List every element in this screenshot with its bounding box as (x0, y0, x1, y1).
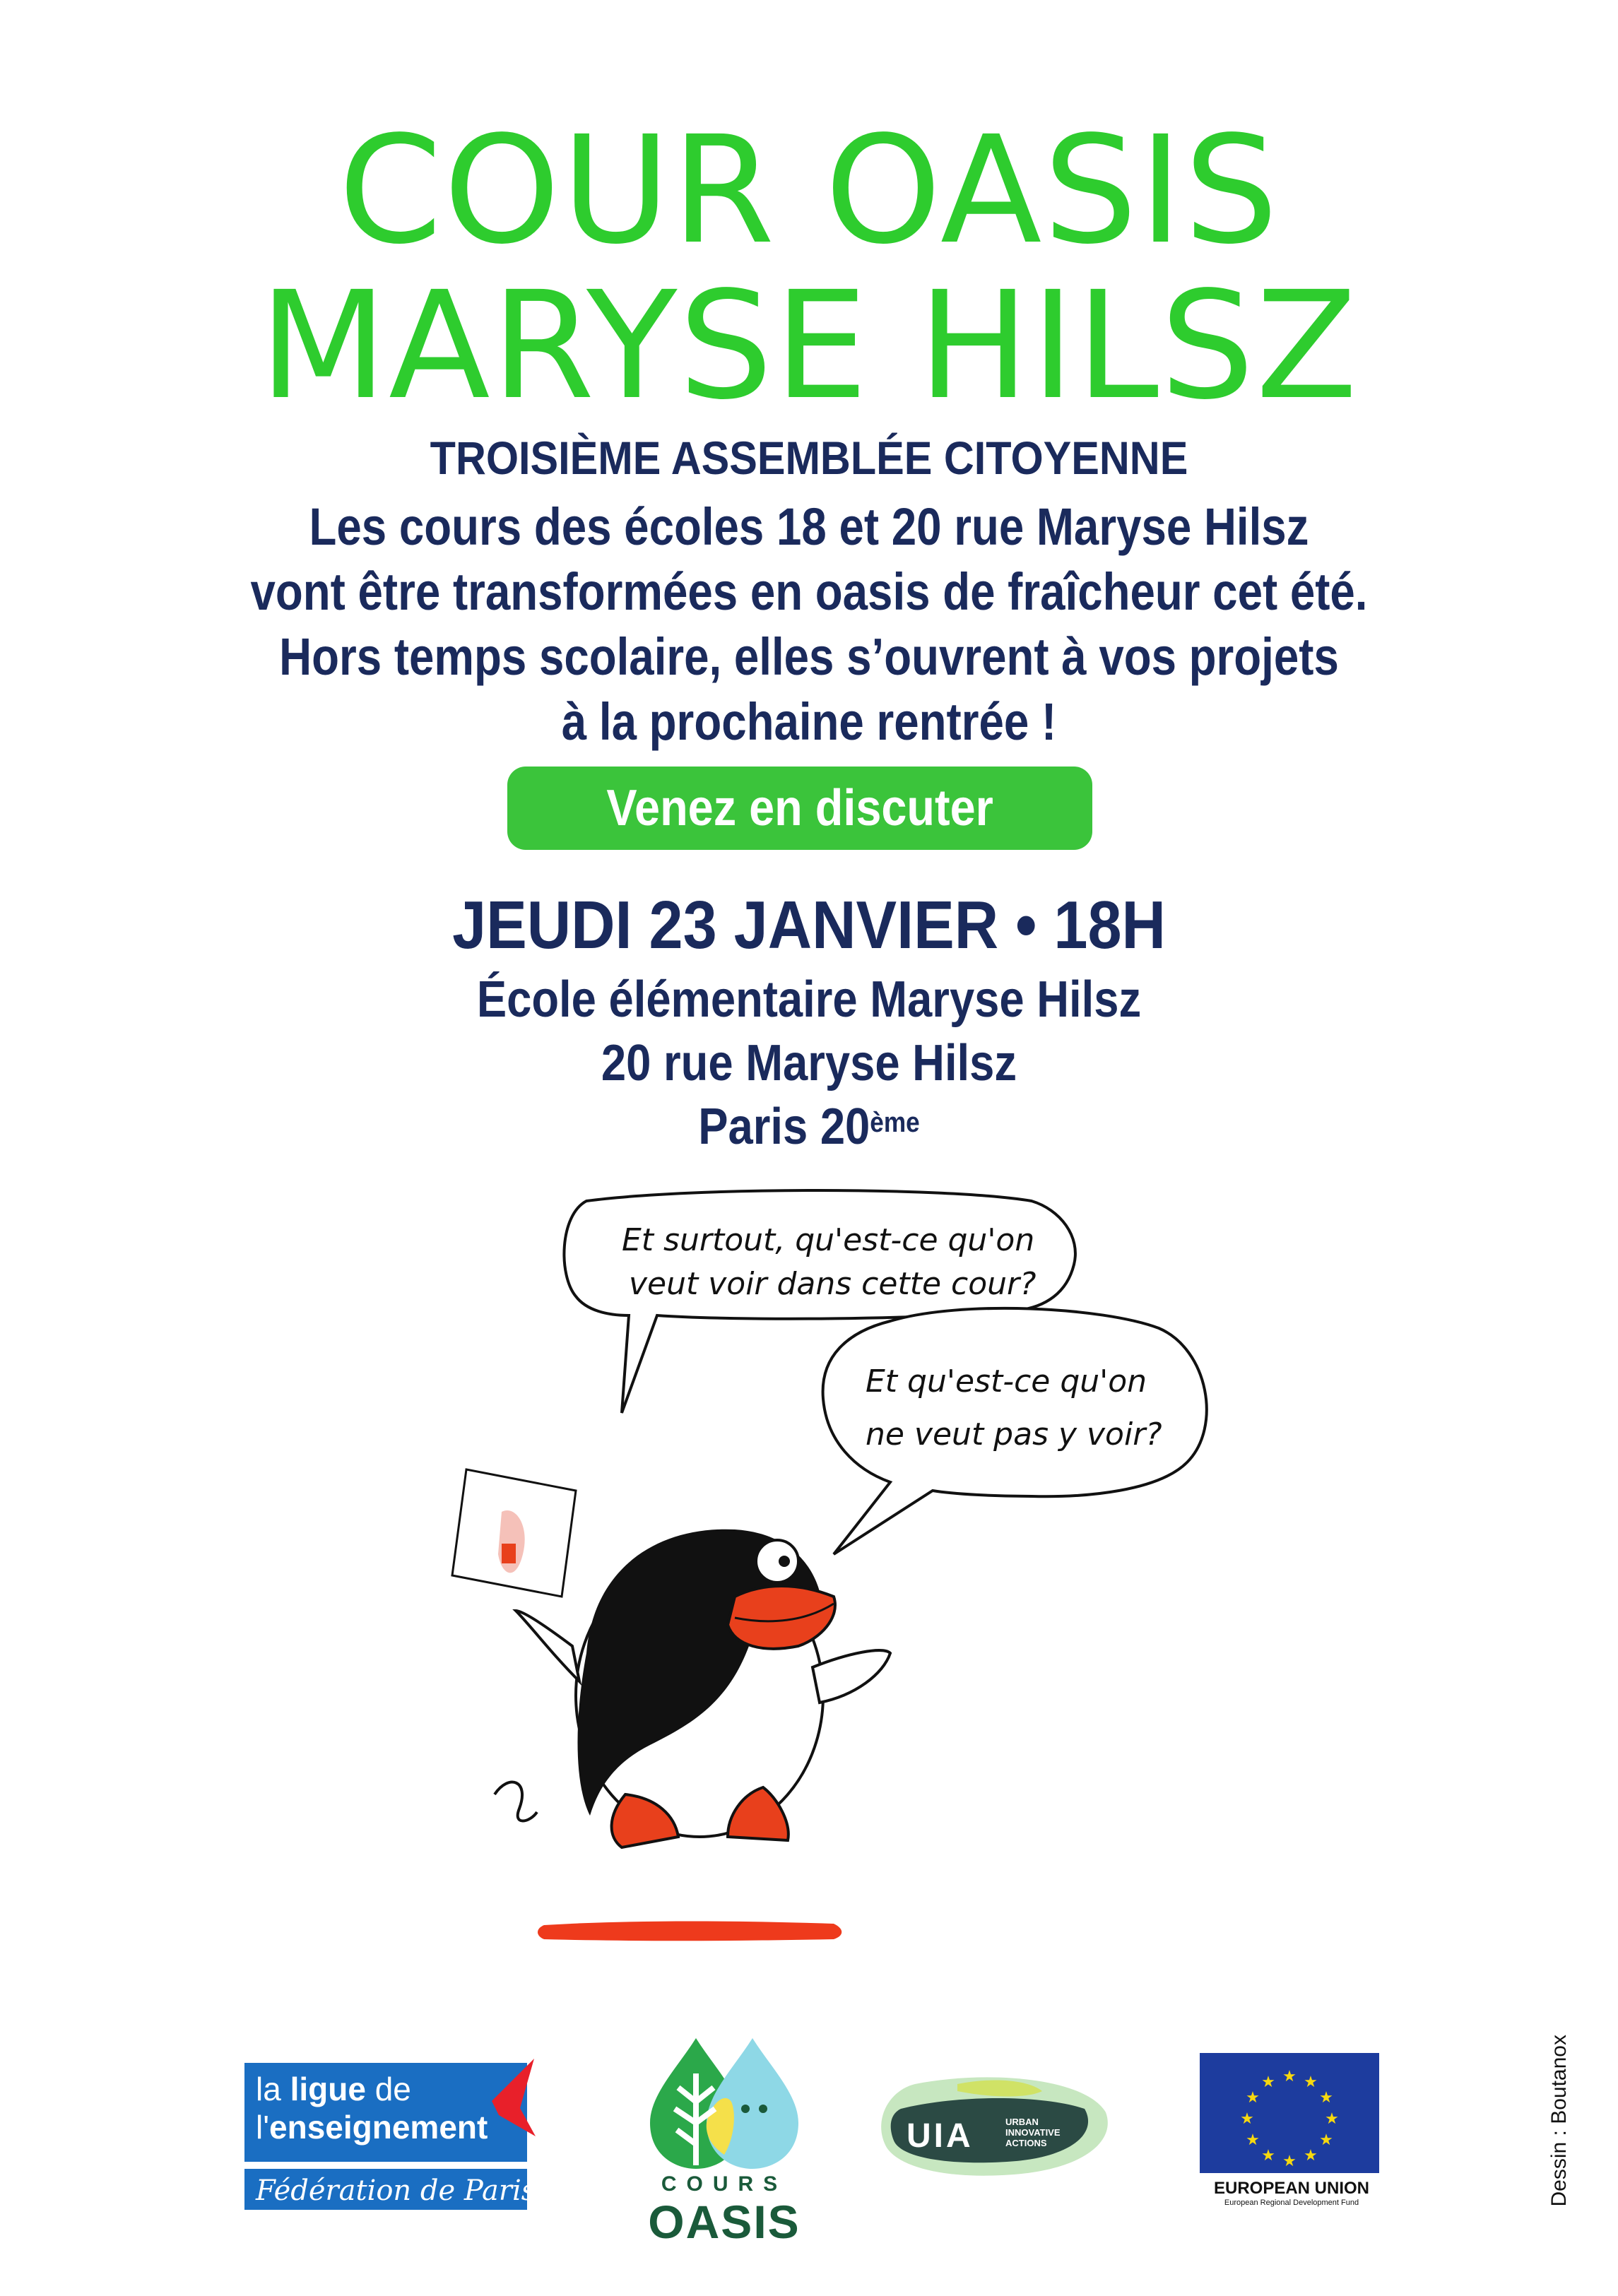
svg-text:★: ★ (1282, 2153, 1297, 2170)
intro-line: à la prochaine rentrée ! (561, 692, 1057, 751)
event-subtitle: TROISIÈME ASSEMBLÉE CITOYENNE (430, 432, 1188, 484)
penguin-illustration (396, 1159, 1258, 1964)
city-suffix: ème (870, 1107, 920, 1138)
svg-text:★: ★ (1246, 2089, 1260, 2107)
penguin-eye (756, 1540, 798, 1582)
ligue-enseignement-logo: la ligue de l'enseignement Fédération de Paris (244, 2063, 541, 2211)
svg-text:★: ★ (1261, 2147, 1275, 2165)
svg-text:★: ★ (1319, 2131, 1333, 2149)
cours-oasis-logo: COURS OASIS (636, 2031, 813, 2243)
eu-flag (1200, 2053, 1379, 2173)
cta-banner (507, 767, 1092, 850)
intro-line: Les cours des écoles 18 et 20 rue Maryse Hilsz (309, 497, 1309, 556)
intro-line: Hors temps scolaire, elles s’ouvrent à vos projets (279, 627, 1339, 686)
poster-title-line2: MARYSE HILSZ (259, 259, 1359, 432)
venue-name: École élémentaire Maryse Hilsz (476, 971, 1142, 1028)
bubble2-line2: ne veut pas y voir? (866, 1416, 1162, 1452)
poster-title-line1: COUR OASIS (338, 104, 1280, 277)
bubble1-line2: veut voir dans cette cour? (629, 1266, 1037, 1302)
svg-text:★: ★ (1240, 2110, 1254, 2128)
svg-text:★: ★ (1246, 2131, 1260, 2149)
penguin-beak (728, 1586, 835, 1649)
svg-text:★: ★ (1319, 2089, 1333, 2107)
svg-text:★: ★ (1304, 2073, 1318, 2091)
svg-text:★: ★ (1282, 2068, 1297, 2085)
cta-label: Venez en discuter (606, 780, 993, 836)
ground-stroke (538, 1921, 842, 1941)
intro-line: vont être transformées en oasis de fraîcheur cet été. (250, 562, 1368, 621)
venue-city: Paris 20ème (698, 1099, 920, 1155)
european-union-logo: ★ ★ ★ ★ ★ ★ ★ ★ ★ ★ ★ ★ EUROPEAN UNION European Regional Development Fund (1200, 2053, 1383, 2208)
illustration-credit: Dessin : Boutanox (1547, 2035, 1571, 2207)
bubble1-line1: Et surtout, qu'est-ce qu'on (622, 1222, 1035, 1258)
svg-text:★: ★ (1261, 2073, 1275, 2091)
event-venue (97, 968, 1520, 1159)
intro-text (113, 495, 1504, 755)
uia-logo: UIA URBAN INNOVATIVE ACTIONS (873, 2070, 1120, 2183)
venue-address: 20 rue Maryse Hilsz (601, 1035, 1017, 1091)
bubble2-line1: Et qu'est-ce qu'on (866, 1363, 1147, 1400)
svg-text:★: ★ (1325, 2110, 1339, 2128)
svg-text:★: ★ (1304, 2147, 1318, 2165)
event-date-time: JEUDI 23 JANVIER • 18H (452, 887, 1166, 963)
